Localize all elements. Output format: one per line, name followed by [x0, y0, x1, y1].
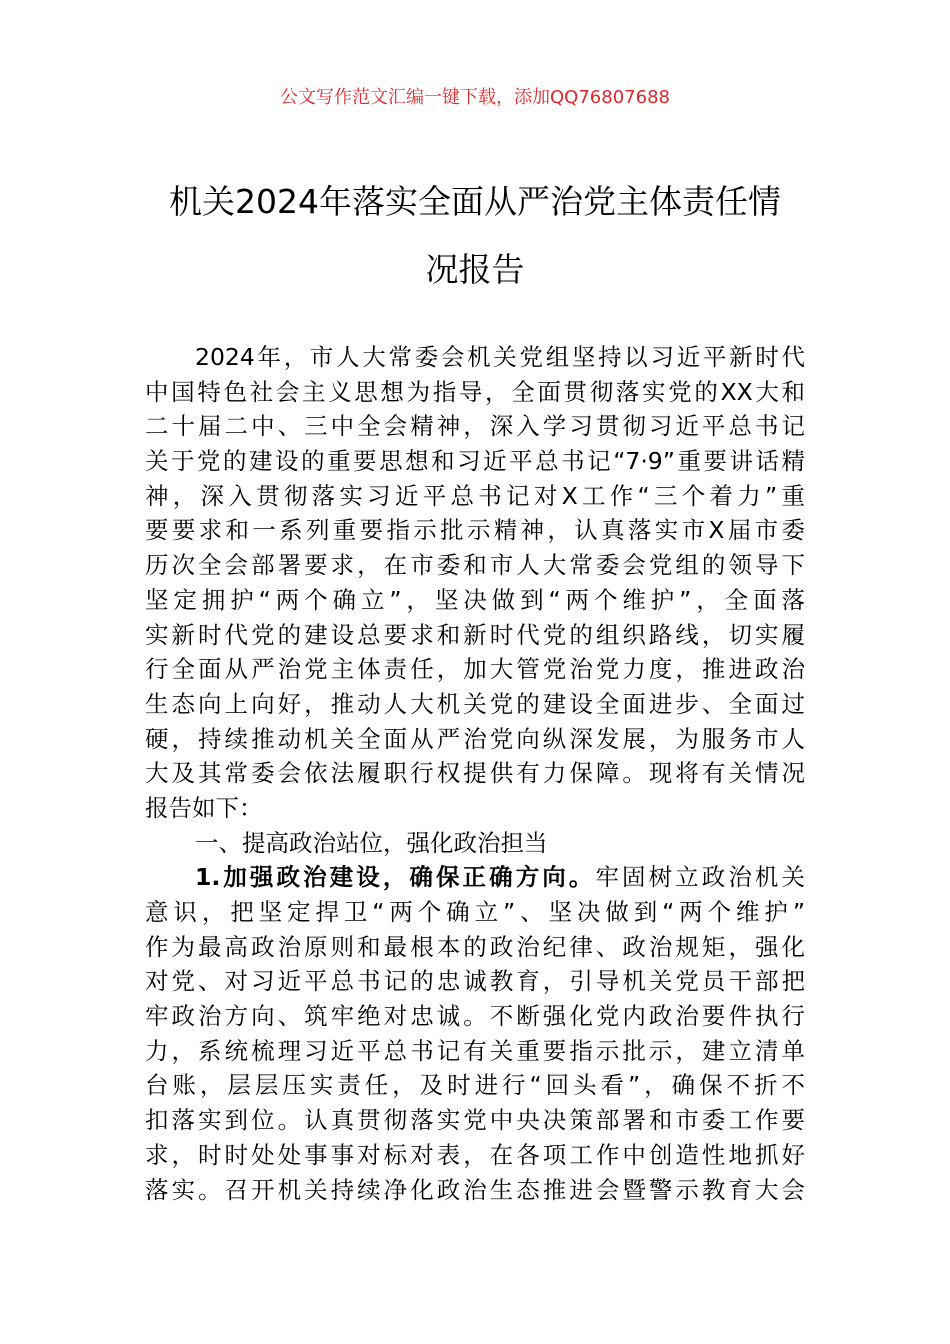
item-first-line [145, 860, 805, 895]
body-line: 意识，把坚定捍卫“两个确立”、坚决做到“两个维护” [145, 898, 805, 926]
body-line: 扣落实到位。认真贯彻落实党中央决策部署和市委工作要 [145, 1106, 805, 1135]
body-line: 坚定拥护“两个确立”，坚决做到“两个维护”，全面落 [145, 585, 805, 614]
section-heading: 一、提高政治站位，强化政治担当 [195, 828, 548, 857]
body-line: 二十届二中、三中全会精神，深入学习贯彻习近平总书记 [145, 412, 805, 441]
body-line: 对党、对习近平总书记的忠诚教育，引导机关党员干部把 [145, 967, 805, 996]
body-line: 牢政治方向、筑牢绝对忠诚。不断强化党内政治要件执行 [145, 1002, 805, 1031]
document-title-line-1: 机关2024年落实全面从严治党主体责任情 [169, 182, 781, 221]
body-line: 落实。召开机关持续净化政治生态推进会暨警示教育大会 [145, 1175, 805, 1204]
item-first-line-text: 牢固树立政治机关 [595, 863, 805, 892]
document-body [145, 340, 805, 1207]
body-line: 报告如下： [145, 793, 263, 822]
body-line: 硬，持续推动机关全面从严治党向纵深发展，为服务市人 [145, 724, 805, 753]
body-line: 大及其常委会依法履职行权提供有力保障。现将有关情况 [145, 759, 805, 788]
body-line: 行全面从严治党主体责任，加大管党治党力度，推进政治 [145, 655, 805, 684]
body-line: 求，时时处处事事对标对表，在各项工作中创造性地抓好 [145, 1140, 805, 1169]
body-line: 力，系统梳理习近平总书记有关重要指示批示，建立清单 [145, 1036, 805, 1065]
document-title-line-2: 况报告 [425, 250, 525, 289]
watermark-download-notice: 公文写作范文汇编一键下载，添加QQ76807688 [280, 87, 670, 108]
body-line: 神，深入贯彻落实习近平总书记对X工作“三个着力”重 [145, 481, 805, 510]
body-line: 中国特色社会主义思想为指导，全面贯彻落实党的XX大和 [145, 377, 805, 406]
body-line: 台账，层层压实责任，及时进行“回头看”，确保不折不 [145, 1071, 805, 1100]
body-line: 生态向上向好，推动人大机关党的建设全面进步、全面过 [145, 689, 805, 718]
item-heading-bold: 1.加强政治建设，确保正确方向。 [195, 863, 596, 892]
body-line: 历次全会部署要求，在市委和市人大常委会党组的领导下 [145, 551, 805, 580]
body-line: 2024年，市人大常委会机关党组坚持以习近平新时代 [195, 343, 805, 371]
body-line: 关于党的建设的重要思想和习近平总书记“7·9”重要讲话精 [145, 447, 805, 476]
body-line: 作为最高政治原则和最根本的政治纪律、政治规矩，强化 [145, 932, 805, 961]
body-line: 要要求和一系列重要指示批示精神，认真落实市X届市委 [145, 516, 805, 545]
body-line: 实新时代党的建设总要求和新时代党的组织路线，切实履 [145, 620, 805, 649]
